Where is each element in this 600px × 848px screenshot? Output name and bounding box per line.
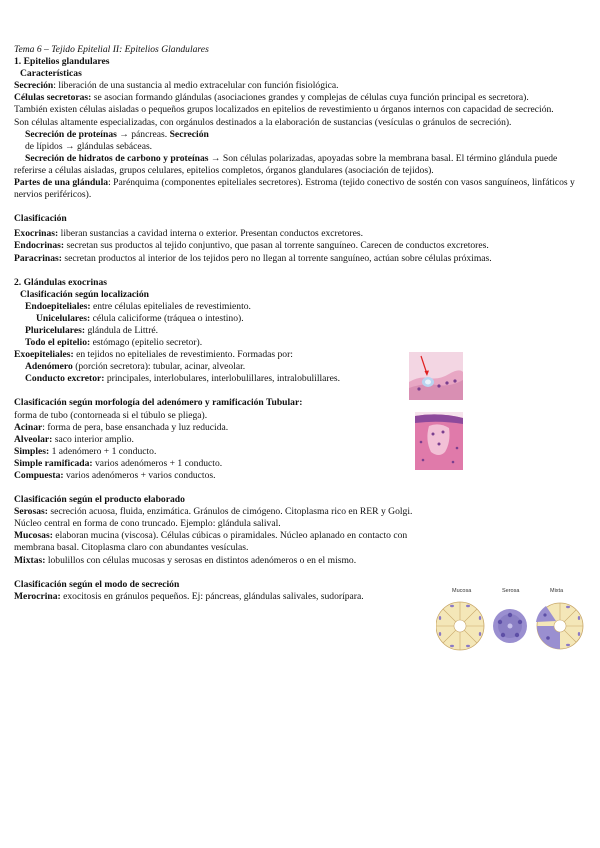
histology-gland-illustration	[415, 412, 463, 470]
paragraph: Secreción: liberación de una sustancia al medio extracelular con función fisiológica.	[14, 80, 339, 92]
paragraph: Mucosas: elaboran mucina (viscosa). Células cúbicas o piramidales. Núcleo aplanado en contacto con membrana basal. Citoplasma claro con abundantes vesículas.	[14, 530, 408, 554]
term: Secreción de proteínas	[25, 128, 117, 140]
paragraph: Son células altamente especializadas, con orgánulos destinados a la elaboración de sustancias (vesículas o gránulos de secreción).	[14, 116, 512, 128]
term: Exoepiteliales:	[14, 349, 74, 361]
paragraph: Exoepiteliales: en tejidos no epiteliales de revestimiento. Formadas por:	[14, 349, 293, 361]
mixed-acinus	[536, 603, 583, 649]
section-heading: 2. Glándulas exocrinas	[14, 276, 108, 288]
paragraph: Compuesta: varios adenómeros + varios conductos.	[14, 470, 216, 481]
paragraph: Mixtas: lobulillos con células mucosas y serosas en distintos adenómeros o en el mismo.	[14, 554, 357, 566]
serous-acinus	[493, 609, 527, 643]
subsection-heading: Características	[20, 68, 82, 80]
term: Serosas:	[14, 506, 48, 518]
term: Secreción	[167, 128, 209, 140]
term: Paracrinas:	[14, 252, 62, 264]
paragraph: Partes de una glándula: Parénquima (componentes epiteliales secretores). Estroma (tejido conectivo de sostén con vasos sanguíneos, linfáticos y nervios periféricos).	[14, 177, 575, 201]
paragraph: Alveolar: saco interior amplio.	[14, 433, 134, 445]
term: Exocrinas:	[14, 228, 59, 240]
list-item: Adenómero (porción secretora): tubular, acinar, alveolar.	[25, 361, 246, 373]
paragraph: Células secretoras: se asocian formando glándulas (asociaciones grandes y complejas de células cuya función principal es secretora).	[14, 92, 529, 104]
subsection-heading: Clasificación según localización	[20, 288, 149, 300]
term: Alveolar:	[14, 433, 53, 445]
paragraph: Secreción de proteínas → páncreas. Secreción	[25, 128, 209, 140]
product-text-block	[14, 506, 414, 554]
histology-image-goblet-cell	[409, 352, 463, 400]
paragraph: Secreción de hidratos de carbono y proteínas → Son células polarizadas, apoyadas sobre la membrana basal. El término glándula puede referirse a células aisladas, grupos celulares, epitelios completos, órganos glandulares (asociación de tejidos).	[14, 152, 558, 176]
paragraph: forma de tubo (contorneada si el túbulo se pliega).	[14, 409, 208, 421]
label-mucosa: Mucosa	[452, 588, 472, 594]
mucous-acinus	[436, 602, 484, 650]
paragraph: Simples: 1 adenómero + 1 conducto.	[14, 445, 157, 457]
term: Mixtas:	[14, 554, 46, 566]
term: Acinar	[14, 421, 43, 433]
section-heading: Clasificación según el modo de secreción	[14, 578, 180, 590]
section-heading: Clasificación	[14, 213, 67, 225]
term: Simple ramificada:	[14, 457, 93, 469]
term: Merocrina:	[14, 590, 61, 602]
section-heading: Clasificación según morfología del adenómero y ramificación Tubular:	[14, 397, 303, 409]
document-page	[14, 44, 580, 603]
label-serosa: Serosa	[502, 588, 520, 594]
term: Compuesta:	[14, 470, 64, 481]
label-mixta: Mixta	[550, 588, 564, 594]
term: Endoepiteliales:	[25, 300, 91, 312]
term: Conducto excretor:	[25, 373, 105, 385]
section-heading: Clasificación según el producto elaborado	[14, 494, 185, 506]
term: Partes de una glándula	[14, 177, 109, 189]
section-heading: 1. Epitelios glandulares	[14, 56, 110, 68]
term: Mucosas:	[14, 530, 53, 542]
paragraph: Serosas: secreción acuosa, fluida, enzimática. Gránulos de cimógeno. Citoplasma rico en RER y Golgi. Núcleo central en forma de cono truncado. Ejemplo: glándula salival.	[14, 506, 413, 530]
term: Simples:	[14, 445, 50, 457]
term: Secreción	[14, 80, 54, 92]
paragraph: de lípidos → glándulas sebáceas.	[25, 140, 153, 152]
paragraph: Exocrinas: liberan sustancias a cavidad interna o exterior. Presentan conductos excretores.	[14, 228, 364, 240]
term: Endocrinas:	[14, 240, 65, 252]
list-item: Unicelulares: célula caliciforme (tráquea o intestino).	[36, 312, 244, 324]
acini-illustration	[436, 596, 586, 660]
term: Unicelulares:	[36, 312, 91, 324]
term: Todo el epitelio:	[25, 337, 91, 349]
paragraph: Acinar: forma de pera, base ensanchada y luz reducida.	[14, 421, 229, 433]
list-item: Todo el epitelio: estómago (epitelio secretor).	[25, 337, 203, 349]
list-item: Conducto excretor: principales, interlobulares, interlobulillares, intralobulillares.	[25, 373, 340, 385]
paragraph: Endocrinas: secretan sus productos al tejido conjuntivo, que pasan al torrente sanguíneo. Carecen de conductos excretores.	[14, 240, 489, 252]
list-item: Endoepiteliales: entre células epiteliales de revestimiento.	[25, 300, 251, 312]
paragraph: Merocrina: exocitosis en gránulos pequeños. Ej: páncreas, glándulas salivales, sudorípara.	[14, 590, 364, 602]
list-item: Pluricelulares: glándula de Littré.	[25, 324, 159, 336]
term: Adenómero	[25, 361, 73, 373]
paragraph: Simple ramificada: varios adenómeros + 1 conducto.	[14, 457, 223, 469]
paragraph: También existen células aisladas o pequeños grupos localizados en epitelios de revestimiento u órganos internos con capacidad de secreción.	[14, 104, 554, 116]
document-title: Tema 6 – Tejido Epitelial II: Epitelios Glandulares	[14, 44, 209, 55]
term: Pluricelulares:	[25, 324, 86, 336]
acini-diagram	[436, 588, 586, 660]
paragraph: Paracrinas: secretan productos al interior de los tejidos pero no llegan al torrente sanguíneo, actúan sobre células próximas.	[14, 252, 492, 264]
term: Células secretoras:	[14, 92, 92, 104]
histology-image-pluricellular-gland	[415, 412, 463, 470]
histology-goblet-illustration	[409, 352, 463, 400]
term: Secreción de hidratos de carbono y proteínas	[25, 152, 209, 164]
